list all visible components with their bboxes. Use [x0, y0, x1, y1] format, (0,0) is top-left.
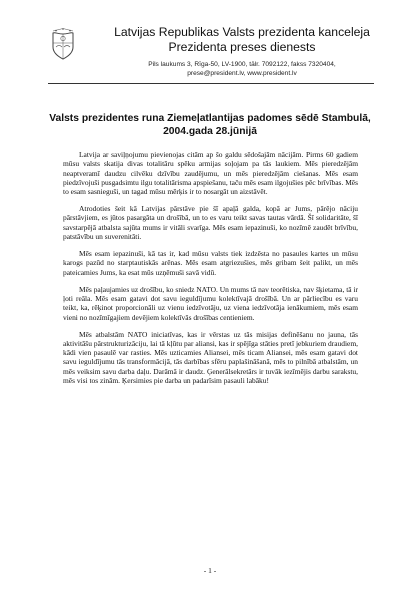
speech-body — [63, 150, 358, 393]
office-subtitle: Prezidenta preses dienests — [168, 40, 316, 54]
office-contacts: prese@president.lv, www.president.lv — [187, 70, 297, 77]
office-title: Latvijas Republikas Valsts prezidenta kanceleja — [114, 25, 370, 39]
paragraph: Latvija ar saviļņojumu pievienojas citām ap šo galdu sēdošajām nācijām. Pirms 60 gadiem mūsu valsts skatija divas totalitāru spēku armijas soļojam pa tās laukiem. Mēs pieredzējām neaptveramī daudzu cilvēku dzīvību zaudējumu, un mēs pieredzējām ciešanas. Mēs esam piedzīvojuši pusgadsimtu ilgu totalitārisma apspiešanu, taču mēs esam ilgojušies pēc brīvības. Mēs to esam sasnieguši, un tagad mūsu mērķis ir to nosargāt un aizstāvēt. — [63, 150, 358, 197]
paragraph: Atrodoties šeit kā Latvijas pārstāve pie šī apaļā galda, kopā ar Jums, pārējo nāciju pārstāvjiem, es jūtos pasargāta un drošībā, un to es varu teikt savas tautas vārdā. Šī solidaritāte, šī savstarpējā atbalsta sajūta mums ir vitāli svarīga. Mēs esam iepazinuši, ko nozīmē zaudēt brīvību, patstāvību un suverenitāti. — [63, 204, 358, 242]
office-address: Pils laukums 3, Rīga-50, LV-1900, tālr. 7092122, fakss 7320404, — [148, 61, 336, 68]
speech-title-line-1: Valsts prezidentes runa Ziemeļatlantijas padomes sēdē Stambulā, — [49, 113, 371, 124]
paragraph: Mēs esam iepazinuši, kā tas ir, kad mūsu valsts tiek izdzēsta no pasaules kartes un mūsu karogs pazūd no starptautiskās arēnas. Mēs esam atgriezušies, mēs gribam šeit palikt, un mēs pateicamies Jums, ka esat mūs uzņēmuši savā vidū. — [63, 249, 358, 277]
speech-title — [40, 112, 380, 138]
latvia-coat-of-arms-icon — [48, 28, 78, 60]
header-divider — [48, 83, 374, 84]
paragraph: Mēs paļaujamies uz drošību, ko sniedz NATO. Un mums tā nav teorētiska, nav šķietama, tā ir ļoti reāla. Mēs esam gatavi dot savu ieguldījumu kolektīvajā drošībā. Un ar pārliecību es varu teikt, ka, rēķinot proporcionāli uz vienu iedzīvotāju, uz viena iedzīvotāja ienākumiem, mēs esam vieni no nozīmīgajiem devējiem kolektīvās drošības centieniem. — [63, 284, 358, 322]
page-number: - 1 - — [203, 566, 217, 575]
paragraph: Mēs atbalstām NATO iniciatīvas, kas ir vērstas uz tās misijas definēšanu no jauna, tās aktivitāšu pārstrukturizāciju, lai tā kļūtu par aliansi, kas ir spējīga stāties pretī jebkuriem draudiem, kādi vien pasaulē var rasties. Mēs uzticamies Aliansei, mēs ticam Aliansei, mēs esam gatavi dot savu ieguldījumu tās transformācijā, tās darbības sfēru paplašināšanā, mēs to pilnībā atbalstām, un mēs veiksim savu darba daļu. Darāmā ir daudz. Ģenerālsekretārs ir tuvāk iezīmējis darbu sarakstu, mēs visi tos zinām. Ķersimies pie darba un padarīsim pasauli labāku! — [63, 329, 358, 385]
speech-title-line-2: 2004.gada 28.jūnijā — [163, 126, 257, 137]
